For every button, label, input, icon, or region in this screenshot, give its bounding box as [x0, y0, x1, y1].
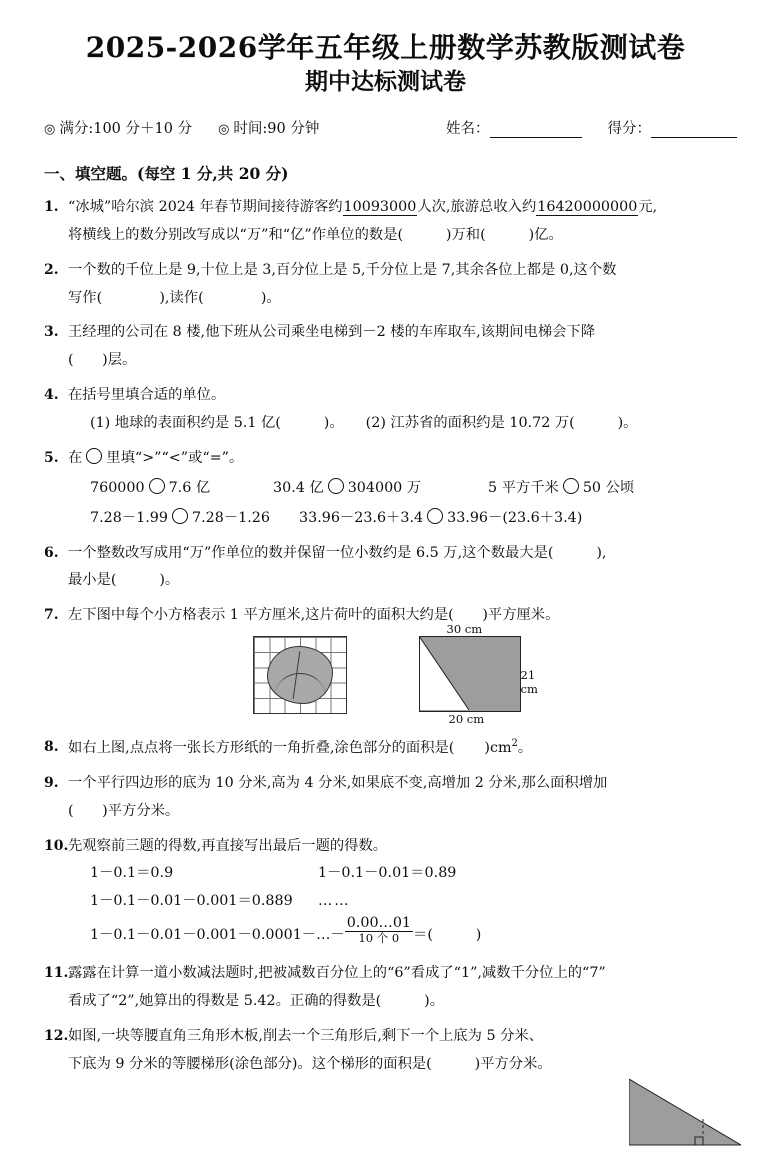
- score-field[interactable]: 得分：: [608, 117, 738, 138]
- compare-row-2: [68, 505, 735, 533]
- fold-diagonal-line: [419, 636, 469, 710]
- folded-rectangle-figure: [407, 622, 538, 727]
- exam-meta-row: [44, 117, 737, 138]
- name-blank[interactable]: [490, 123, 582, 138]
- question-body: 一个平行四边形的底为 10 分米,高为 4 分米,如果底不变,高增加 2 分米,那么面积增加 ( )平方分米。: [68, 770, 735, 826]
- page-title: 2025-2026学年五年级上册数学苏教版测试卷: [85, 31, 686, 64]
- question-9-line-2: ( )平方分米。: [68, 802, 180, 819]
- question-body: 在括号里填合适的单位。 (1) 地球的表面积约是 5.1 亿( )。 (2) 江苏省的面积约是 10.72 万( )。: [68, 382, 735, 438]
- question-body: 一个整数改写成用“万”作单位的数并保留一位小数约是 6.5 万,这个数最大是( ), 最小是( )。: [68, 540, 735, 596]
- circle-blank-icon[interactable]: [328, 478, 344, 494]
- underbrace-value: 0.00…01: [346, 915, 412, 932]
- question-11-line-2: 看成了“2”,她算出的得数是 5.42。正确的得数是( )。: [68, 992, 445, 1009]
- equation-2: 1－0.1－0.01＝0.89: [318, 865, 457, 882]
- circle-icon: ◎: [44, 121, 56, 137]
- title-block: [0, 30, 771, 97]
- question-body: 王经理的公司在 8 楼,他下班从公司乘坐电梯到－2 楼的车库取车,该期间电梯会下降 ( )层。: [68, 319, 735, 375]
- underlined-number-2: 16420000000: [537, 198, 638, 215]
- superscript-2: 2: [511, 738, 518, 750]
- question-3-line-2: ( )层。: [68, 352, 137, 369]
- full-score-info: ◎ 满分:100 分＋10 分: [44, 120, 193, 137]
- label-right-21cm: 21 cm: [520, 668, 538, 697]
- circle-blank-icon[interactable]: [149, 478, 165, 494]
- compare-item: 33.96－23.6＋3.4 33.96－(23.6＋3.4): [299, 509, 583, 526]
- triangle-trapezoid-figure: [629, 1078, 741, 1146]
- question-4-subitems: (1) 地球的表面积约是 5.1 亿( )。 (2) 江苏省的面积约是 10.72 万( )。: [90, 415, 638, 432]
- circle-blank-icon[interactable]: [172, 508, 188, 524]
- exam-page: [0, 30, 771, 1152]
- equation-3: 1－0.1－0.01－0.001＝0.889: [90, 893, 293, 910]
- equation-row-1: [68, 860, 735, 888]
- question-body: 在 里填“>”“<”或“=”。 760000 7.6 亿 30.4 亿 304000 万 5 平方千米 50 公顷 7.28－1.99 7.28－1.26 33.96－23.6＋3.4 33.96－(23.6＋3.4): [68, 445, 735, 533]
- equation-row-2: [68, 888, 735, 916]
- question-2: [44, 257, 735, 313]
- score-blank[interactable]: [651, 123, 737, 138]
- compare-item: 5 平方千米 50 公顷: [488, 479, 635, 496]
- question-body: 左下图中每个小方格表示 1 平方厘米,这片荷叶的面积大约是( )平方厘米。: [68, 607, 560, 624]
- question-1-line-2: 将横线上的数分别改写成以“万”和“亿”作单位的数是( )万和( )亿。: [68, 226, 563, 243]
- question-9: [44, 770, 735, 826]
- label-bottom-20cm: 20 cm: [448, 712, 485, 727]
- equation-1: 1－0.1＝0.9: [90, 865, 174, 882]
- circle-blank-icon[interactable]: [563, 478, 579, 494]
- compare-row-1: [68, 475, 735, 503]
- page-subtitle: 期中达标测试卷: [305, 68, 466, 95]
- figures-row: [0, 622, 771, 727]
- question-number: 9.: [44, 774, 59, 791]
- time-info: ◎ 时间:90 分钟: [218, 120, 320, 137]
- question-body: 一个数的千位上是 9,十位上是 3,百分位上是 5,千分位上是 7,其余各位上都是 0,这个数 写作( ),读作( )。: [68, 257, 735, 313]
- question-number: 11.: [44, 965, 69, 982]
- underbrace-label: 10 个 0: [358, 931, 400, 946]
- question-2-line-2: 写作( ),读作( )。: [68, 289, 281, 306]
- compare-item: 7.28－1.99 7.28－1.26: [90, 509, 270, 526]
- circle-blank-icon[interactable]: [427, 508, 443, 524]
- question-number: 5.: [44, 449, 59, 466]
- leaf-shape-icon: [267, 646, 333, 704]
- question-number: 1.: [44, 198, 59, 215]
- compare-item: 30.4 亿 304000 万: [273, 479, 422, 496]
- label-top-30cm: 30 cm: [446, 622, 483, 637]
- question-12: [44, 1023, 735, 1079]
- question-body: 如右上图,点点将一张长方形纸的一角折叠,涂色部分的面积是( )$cm^2$。: [68, 738, 533, 756]
- circle-icon-2: ◎: [218, 121, 230, 137]
- question-number: 2.: [44, 261, 59, 278]
- question-body: 先观察前三题的得数,再直接写出最后一题的得数。 1－0.1＝0.9 1－0.1－0.01＝0.89 1－0.1－0.01－0.001＝0.889 …… 1－0.1－0.01－0.001－0.0001－…－ 0.00…01 10 个 0 ＝( ): [68, 833, 735, 951]
- question-6-line-2: 最小是( )。: [68, 572, 180, 589]
- question-number: 10.: [44, 837, 69, 854]
- question-number: 6.: [44, 544, 59, 561]
- question-6: [44, 540, 735, 596]
- question-12-line-2: 下底为 9 分米的等腰梯形(涂色部分)。这个梯形的面积是( )平方分米。: [68, 1055, 552, 1072]
- name-field[interactable]: 姓名：: [446, 117, 582, 138]
- question-body: 露露在计算一道小数减法题时,把被减数百分位上的“6”看成了“1”,减数千分位上的“7” 看成了“2”,她算出的得数是 5.42。正确的得数是( )。: [68, 960, 735, 1016]
- question-body: 如图,一块等腰直角三角形木板,削去一个三角形后,剩下一个上底为 5 分米、 下底为 9 分米的等腰梯形(涂色部分)。这个梯形的面积是( )平方分米。: [68, 1023, 735, 1079]
- question-3: [44, 319, 735, 375]
- ellipsis: ……: [318, 893, 351, 910]
- circle-blank-icon[interactable]: [86, 448, 102, 464]
- question-number: 4.: [44, 387, 59, 404]
- question-10: [44, 833, 735, 951]
- question-body: “冰城”哈尔滨 2024 年春节期间接待游客约10093000人次,旅游总收入约16420000000元, 将横线上的数分别改写成以“万”和“亿”作单位的数是( )万和( )亿。: [68, 194, 735, 250]
- question-4: [44, 382, 735, 438]
- section-heading-fill-in-blanks: 一、填空题。(每空 1 分,共 20 分): [44, 163, 289, 183]
- question-7: [44, 602, 735, 630]
- question-number: 12.: [44, 1027, 69, 1044]
- question-1: [44, 194, 735, 250]
- question-8: [44, 734, 735, 763]
- underbrace-group: [345, 916, 413, 944]
- question-number: 7.: [44, 607, 59, 624]
- underlined-number-1: 10093000: [343, 198, 417, 215]
- equation-row-3: 1－0.1－0.01－0.001－0.0001－…－ 0.00…01 10 个 0 ＝( ): [90, 915, 482, 946]
- compare-item: 760000 7.6 亿: [90, 479, 211, 496]
- question-11: [44, 960, 735, 1016]
- leaf-grid-figure: [253, 636, 347, 714]
- question-5: [44, 445, 735, 533]
- question-number: 8.: [44, 739, 59, 756]
- question-number: 3.: [44, 324, 59, 341]
